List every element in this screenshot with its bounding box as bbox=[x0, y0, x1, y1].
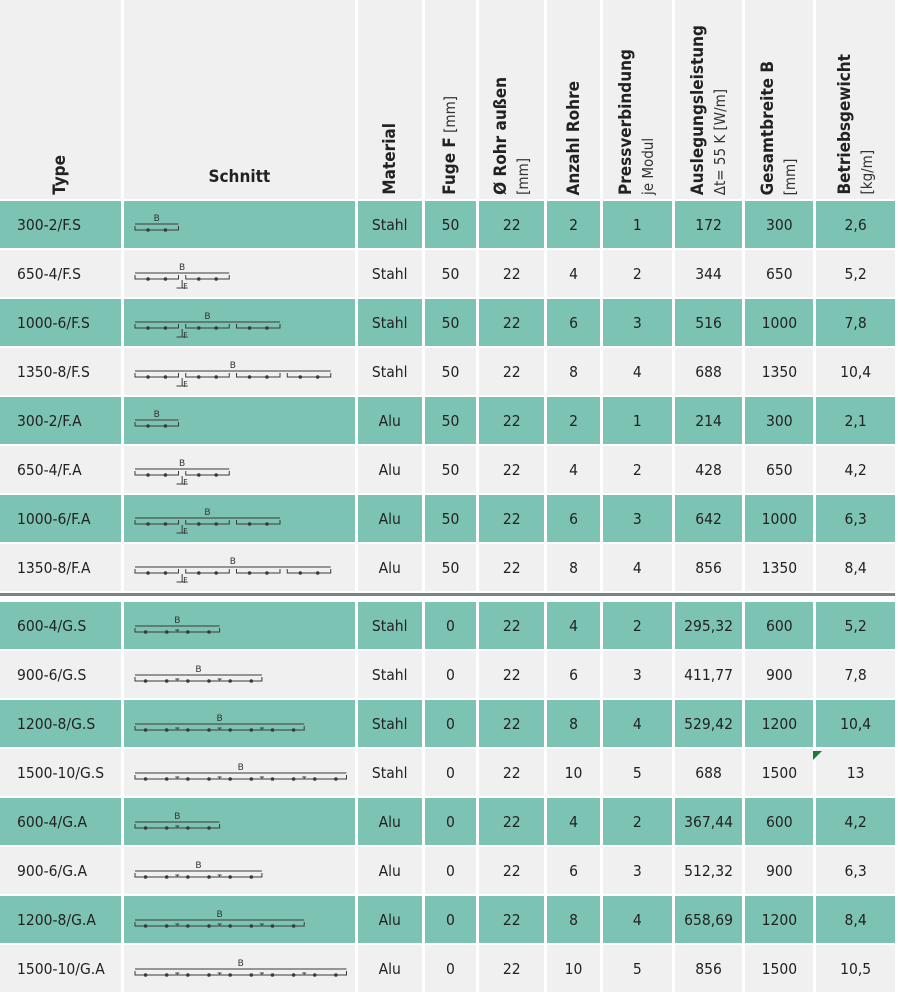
cell-rohr: 22 bbox=[479, 397, 547, 446]
cell-ausl: 367,44 bbox=[675, 798, 746, 847]
section-diagram bbox=[129, 208, 355, 242]
table-row bbox=[0, 201, 898, 250]
cell-material: Stahl bbox=[358, 700, 425, 749]
cell-ausl: 428 bbox=[675, 446, 746, 495]
cell-anzahl: 4 bbox=[547, 446, 603, 495]
cell-material: Stahl bbox=[358, 299, 425, 348]
cell-material: Alu bbox=[358, 544, 425, 593]
cell-rohr: 22 bbox=[479, 250, 547, 299]
cell-press: 5 bbox=[603, 749, 675, 798]
cell-gewicht: 5,2 bbox=[816, 602, 898, 651]
header-anzahl: Anzahl Rohre bbox=[547, 0, 603, 201]
cell-material: Alu bbox=[358, 945, 425, 994]
cell-fuge: 50 bbox=[425, 446, 480, 495]
cell-ausl: 856 bbox=[675, 544, 746, 593]
group-separator bbox=[0, 593, 898, 602]
cell-breite: 1200 bbox=[745, 896, 816, 945]
cell-material: Alu bbox=[358, 847, 425, 896]
section-diagram bbox=[129, 805, 355, 839]
gap-label: F bbox=[182, 281, 188, 291]
cell-press: 3 bbox=[603, 495, 675, 544]
width-label: B bbox=[216, 909, 223, 920]
cell-ausl: 214 bbox=[675, 397, 746, 446]
cell-type: 1350-8/F.S bbox=[0, 348, 124, 397]
separator-line bbox=[0, 593, 898, 602]
table-row bbox=[0, 446, 898, 495]
cell-press: 5 bbox=[603, 945, 675, 994]
cell-breite: 900 bbox=[745, 847, 816, 896]
gap-label: F bbox=[182, 477, 188, 487]
cell-schnitt bbox=[124, 847, 358, 896]
cell-fuge: 0 bbox=[425, 651, 480, 700]
cell-rohr: 22 bbox=[479, 201, 547, 250]
cell-press: 2 bbox=[603, 602, 675, 651]
width-label: B bbox=[153, 409, 160, 420]
gap-label: F bbox=[182, 526, 188, 536]
cell-breite: 1000 bbox=[745, 495, 816, 544]
cell-press: 4 bbox=[603, 544, 675, 593]
gap-label: F bbox=[182, 575, 188, 585]
cell-material: Stahl bbox=[358, 201, 425, 250]
cell-breite: 300 bbox=[745, 397, 816, 446]
cell-gewicht: 10,4 bbox=[816, 348, 898, 397]
cell-ausl: 295,32 bbox=[675, 602, 746, 651]
cell-gewicht: 4,2 bbox=[816, 446, 898, 495]
cell-rohr: 22 bbox=[479, 299, 547, 348]
table-row bbox=[0, 651, 898, 700]
cell-breite: 600 bbox=[745, 602, 816, 651]
section-diagram bbox=[129, 707, 355, 741]
cell-schnitt bbox=[124, 602, 358, 651]
cell-type: 1200-8/G.S bbox=[0, 700, 124, 749]
cell-material: Stahl bbox=[358, 602, 425, 651]
section-diagram bbox=[129, 551, 355, 585]
cell-anzahl: 6 bbox=[547, 299, 603, 348]
table-row bbox=[0, 544, 898, 593]
gap-label: F bbox=[182, 330, 188, 340]
cell-gewicht: 6,3 bbox=[816, 495, 898, 544]
cell-breite: 1200 bbox=[745, 700, 816, 749]
cell-anzahl: 8 bbox=[547, 348, 603, 397]
cell-type: 900-6/G.S bbox=[0, 651, 124, 700]
cell-schnitt bbox=[124, 651, 358, 700]
cell-breite: 900 bbox=[745, 651, 816, 700]
header-type: Type bbox=[0, 0, 124, 201]
header-schnitt: Schnitt bbox=[124, 0, 358, 201]
cell-material: Stahl bbox=[358, 348, 425, 397]
cell-press: 3 bbox=[603, 299, 675, 348]
cell-corner-marker bbox=[813, 751, 822, 760]
cell-breite: 1000 bbox=[745, 299, 816, 348]
cell-type: 1500-10/G.A bbox=[0, 945, 124, 994]
cell-anzahl: 6 bbox=[547, 651, 603, 700]
table-row bbox=[0, 495, 898, 544]
cell-fuge: 0 bbox=[425, 896, 480, 945]
section-diagram bbox=[129, 756, 355, 790]
header-material: Material bbox=[358, 0, 425, 201]
table-row bbox=[0, 945, 898, 994]
width-label: B bbox=[237, 762, 244, 773]
cell-ausl: 642 bbox=[675, 495, 746, 544]
cell-ausl: 688 bbox=[675, 348, 746, 397]
cell-schnitt bbox=[124, 700, 358, 749]
cell-type: 650-4/F.S bbox=[0, 250, 124, 299]
table-row bbox=[0, 749, 898, 798]
cell-rohr: 22 bbox=[479, 602, 547, 651]
cell-fuge: 50 bbox=[425, 397, 480, 446]
cell-gewicht: 2,1 bbox=[816, 397, 898, 446]
cell-gewicht: 7,8 bbox=[816, 651, 898, 700]
cell-anzahl: 6 bbox=[547, 847, 603, 896]
gap-label: F bbox=[182, 379, 188, 389]
cell-press: 4 bbox=[603, 700, 675, 749]
cell-press: 4 bbox=[603, 896, 675, 945]
table-row bbox=[0, 798, 898, 847]
cell-anzahl: 8 bbox=[547, 544, 603, 593]
table-row bbox=[0, 896, 898, 945]
cell-gewicht: 10,5 bbox=[816, 945, 898, 994]
header-fuge: Fuge F [mm] bbox=[425, 0, 480, 201]
cell-rohr: 22 bbox=[479, 847, 547, 896]
cell-type: 300-2/F.S bbox=[0, 201, 124, 250]
cell-schnitt bbox=[124, 397, 358, 446]
section-diagram bbox=[129, 453, 355, 487]
cell-fuge: 50 bbox=[425, 250, 480, 299]
cell-gewicht: 6,3 bbox=[816, 847, 898, 896]
cell-anzahl: 10 bbox=[547, 945, 603, 994]
cell-schnitt bbox=[124, 250, 358, 299]
cell-gewicht: 8,4 bbox=[816, 896, 898, 945]
section-diagram bbox=[129, 502, 355, 536]
section-diagram bbox=[129, 658, 355, 692]
cell-type: 1000-6/F.A bbox=[0, 495, 124, 544]
cell-ausl: 688 bbox=[675, 749, 746, 798]
cell-rohr: 22 bbox=[479, 749, 547, 798]
width-label: B bbox=[195, 664, 202, 675]
section-diagram bbox=[129, 952, 355, 986]
cell-material: Alu bbox=[358, 446, 425, 495]
table-row bbox=[0, 250, 898, 299]
cell-breite: 1350 bbox=[745, 544, 816, 593]
header-press: Pressverbindung je Modul bbox=[603, 0, 675, 201]
cell-material: Stahl bbox=[358, 651, 425, 700]
table-row bbox=[0, 700, 898, 749]
cell-rohr: 22 bbox=[479, 446, 547, 495]
cell-ausl: 411,77 bbox=[675, 651, 746, 700]
cell-material: Stahl bbox=[358, 250, 425, 299]
section-diagram bbox=[129, 854, 355, 888]
width-label: B bbox=[178, 458, 186, 469]
cell-material: Alu bbox=[358, 896, 425, 945]
width-label: B bbox=[174, 615, 181, 626]
cell-anzahl: 8 bbox=[547, 700, 603, 749]
cell-anzahl: 10 bbox=[547, 749, 603, 798]
cell-fuge: 50 bbox=[425, 299, 480, 348]
section-diagram bbox=[129, 306, 355, 340]
cell-gewicht: 7,8 bbox=[816, 299, 898, 348]
cell-breite: 600 bbox=[745, 798, 816, 847]
cell-anzahl: 2 bbox=[547, 201, 603, 250]
cell-type: 300-2/F.A bbox=[0, 397, 124, 446]
cell-press: 2 bbox=[603, 250, 675, 299]
cell-material: Alu bbox=[358, 798, 425, 847]
cell-rohr: 22 bbox=[479, 798, 547, 847]
cell-fuge: 50 bbox=[425, 348, 480, 397]
cell-gewicht: 5,2 bbox=[816, 250, 898, 299]
cell-press: 4 bbox=[603, 348, 675, 397]
cell-ausl: 512,32 bbox=[675, 847, 746, 896]
section-diagram bbox=[129, 404, 355, 438]
cell-press: 1 bbox=[603, 201, 675, 250]
section-diagram bbox=[129, 903, 355, 937]
cell-fuge: 0 bbox=[425, 749, 480, 798]
cell-ausl: 529,42 bbox=[675, 700, 746, 749]
cell-gewicht: 2,6 bbox=[816, 201, 898, 250]
cell-schnitt bbox=[124, 495, 358, 544]
width-label: B bbox=[178, 262, 186, 273]
cell-anzahl: 4 bbox=[547, 250, 603, 299]
cell-rohr: 22 bbox=[479, 348, 547, 397]
table-row bbox=[0, 602, 898, 651]
header-breite: Gesamtbreite B [mm] bbox=[745, 0, 816, 201]
cell-rohr: 22 bbox=[479, 544, 547, 593]
cell-type: 1350-8/F.A bbox=[0, 544, 124, 593]
cell-type: 1500-10/G.S bbox=[0, 749, 124, 798]
cell-gewicht: 8,4 bbox=[816, 544, 898, 593]
cell-ausl: 172 bbox=[675, 201, 746, 250]
cell-fuge: 0 bbox=[425, 700, 480, 749]
cell-schnitt bbox=[124, 945, 358, 994]
cell-ausl: 658,69 bbox=[675, 896, 746, 945]
width-label: B bbox=[174, 811, 181, 822]
cell-press: 3 bbox=[603, 847, 675, 896]
cell-fuge: 50 bbox=[425, 495, 480, 544]
cell-gewicht: 10,4 bbox=[816, 700, 898, 749]
width-label: B bbox=[216, 713, 223, 724]
cell-fuge: 50 bbox=[425, 201, 480, 250]
cell-anzahl: 2 bbox=[547, 397, 603, 446]
cell-ausl: 856 bbox=[675, 945, 746, 994]
cell-rohr: 22 bbox=[479, 896, 547, 945]
cell-fuge: 50 bbox=[425, 544, 480, 593]
section-diagram bbox=[129, 355, 355, 389]
cell-type: 1200-8/G.A bbox=[0, 896, 124, 945]
header-row bbox=[0, 0, 898, 201]
table-row bbox=[0, 348, 898, 397]
cell-schnitt bbox=[124, 299, 358, 348]
cell-breite: 1500 bbox=[745, 945, 816, 994]
cell-breite: 300 bbox=[745, 201, 816, 250]
cell-press: 2 bbox=[603, 446, 675, 495]
table-row bbox=[0, 397, 898, 446]
cell-schnitt bbox=[124, 201, 358, 250]
cell-schnitt bbox=[124, 544, 358, 593]
cell-press: 1 bbox=[603, 397, 675, 446]
cell-schnitt bbox=[124, 348, 358, 397]
cell-breite: 650 bbox=[745, 446, 816, 495]
table-row bbox=[0, 299, 898, 348]
width-label: B bbox=[204, 311, 211, 322]
cell-fuge: 0 bbox=[425, 945, 480, 994]
width-label: B bbox=[237, 958, 244, 969]
cell-fuge: 0 bbox=[425, 798, 480, 847]
header-ausl: Auslegungsleistung Δt= 55 K [W/m] bbox=[675, 0, 746, 201]
cell-type: 650-4/F.A bbox=[0, 446, 124, 495]
cell-type: 600-4/G.S bbox=[0, 602, 124, 651]
header-rohr: Ø Rohr außen [mm] bbox=[479, 0, 547, 201]
width-label: B bbox=[229, 556, 236, 567]
cell-schnitt bbox=[124, 896, 358, 945]
cell-ausl: 516 bbox=[675, 299, 746, 348]
cell-rohr: 22 bbox=[479, 495, 547, 544]
cell-rohr: 22 bbox=[479, 700, 547, 749]
cell-fuge: 0 bbox=[425, 847, 480, 896]
section-diagram bbox=[129, 257, 355, 291]
width-label: B bbox=[195, 860, 202, 871]
width-label: B bbox=[153, 213, 160, 224]
cell-material: Stahl bbox=[358, 749, 425, 798]
cell-anzahl: 8 bbox=[547, 896, 603, 945]
width-label: B bbox=[204, 507, 211, 518]
header-gewicht: Betriebsgewicht [kg/m] bbox=[816, 0, 898, 201]
cell-breite: 650 bbox=[745, 250, 816, 299]
cell-schnitt bbox=[124, 798, 358, 847]
cell-type: 900-6/G.A bbox=[0, 847, 124, 896]
cell-schnitt bbox=[124, 749, 358, 798]
cell-schnitt bbox=[124, 446, 358, 495]
width-label: B bbox=[229, 360, 236, 371]
cell-ausl: 344 bbox=[675, 250, 746, 299]
cell-press: 3 bbox=[603, 651, 675, 700]
cell-type: 1000-6/F.S bbox=[0, 299, 124, 348]
cell-breite: 1350 bbox=[745, 348, 816, 397]
cell-rohr: 22 bbox=[479, 651, 547, 700]
cell-rohr: 22 bbox=[479, 945, 547, 994]
cell-anzahl: 6 bbox=[547, 495, 603, 544]
table-row bbox=[0, 847, 898, 896]
cell-anzahl: 4 bbox=[547, 798, 603, 847]
cell-press: 2 bbox=[603, 798, 675, 847]
cell-fuge: 0 bbox=[425, 602, 480, 651]
cell-anzahl: 4 bbox=[547, 602, 603, 651]
cell-gewicht: 4,2 bbox=[816, 798, 898, 847]
cell-type: 600-4/G.A bbox=[0, 798, 124, 847]
section-diagram bbox=[129, 609, 355, 643]
cell-breite: 1500 bbox=[745, 749, 816, 798]
cell-gewicht: 13 bbox=[816, 749, 898, 798]
cell-material: Alu bbox=[358, 397, 425, 446]
cell-material: Alu bbox=[358, 495, 425, 544]
